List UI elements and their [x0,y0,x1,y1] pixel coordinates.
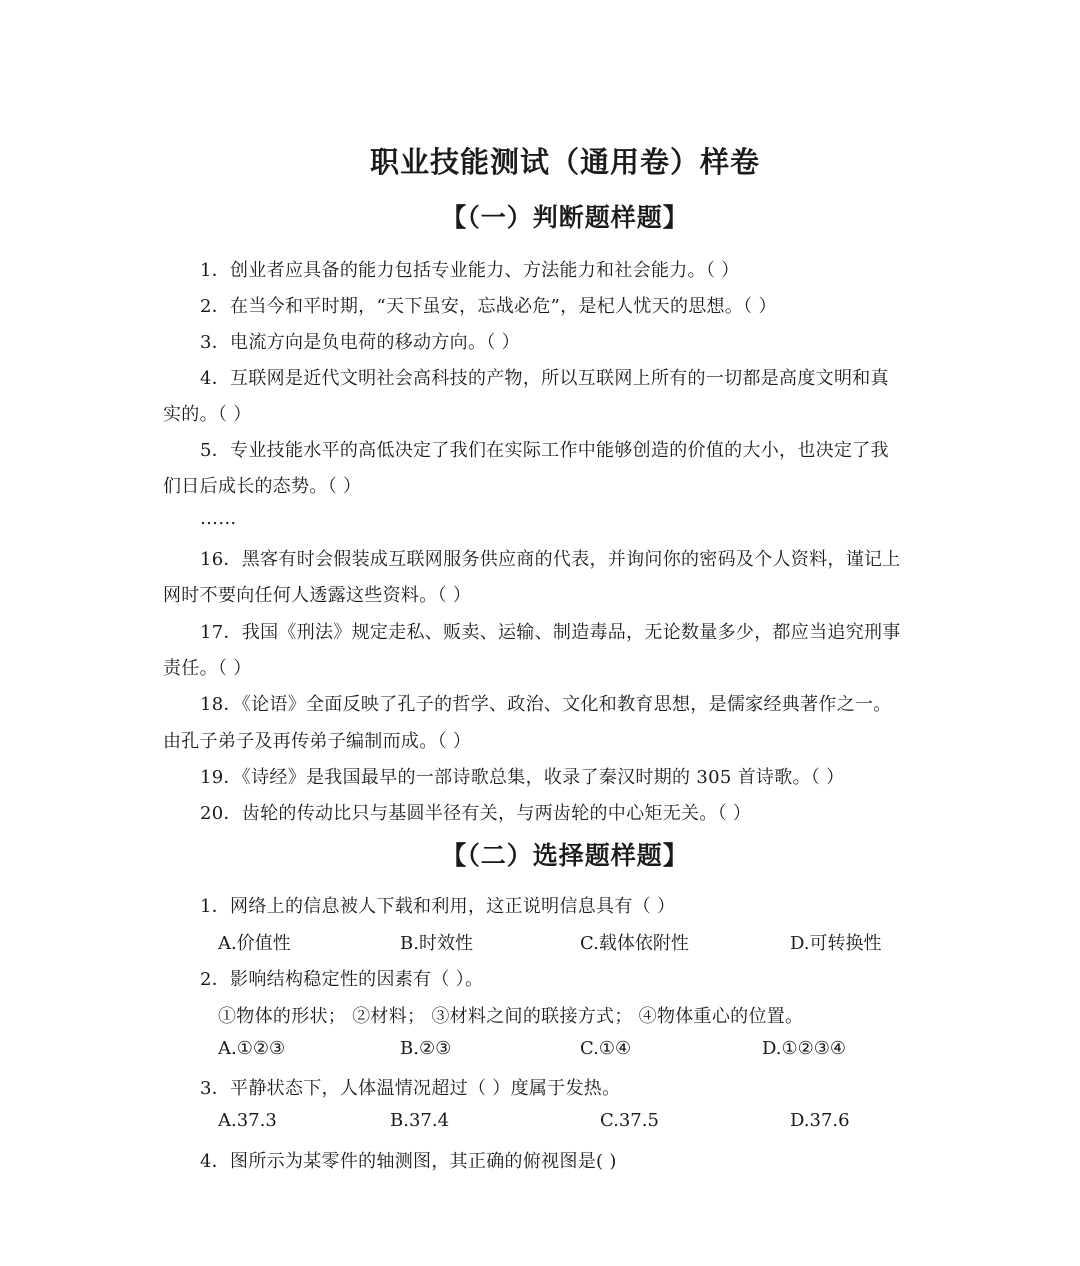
question-line: 责任。（ ） [163,658,252,679]
option-a: A.①②③ [218,1038,286,1059]
factor-list: ①物体的形状； ②材料； ③材料之间的联接方式； ④物体重心的位置。 [218,1006,804,1027]
question-line: 20．齿轮的传动比只与基圆半径有关，与两齿轮的中心矩无关。（ ） [200,803,752,824]
question-line: 由孔子弟子及再传弟子编制而成。（ ） [163,731,472,752]
question-line: 5．专业技能水平的高低决定了我们在实际工作中能够创造的价值的大小，也决定了我 [200,440,889,461]
question-line: 网时不要向任何人透露这些资料。（ ） [163,585,472,606]
question-line: 18．《论语》全面反映了孔子的哲学、政治、文化和教育思想，是儒家经典著作之一。 [200,694,892,715]
question-line: 19．《诗经》是我国最早的一部诗歌总集，收录了秦汉时期的 305 首诗歌。（ ） [200,767,845,788]
question-line: 4．互联网是近代文明社会高科技的产物，所以互联网上所有的一切都是高度文明和真 [200,368,889,389]
ellipsis-line: …… [200,508,237,529]
question-stem: 3．平静状态下，人体温情况超过（ ）度属于发热。 [200,1078,621,1099]
document-title: 职业技能测试（通用卷）样卷 [369,145,760,179]
option-b: B.时效性 [400,933,473,954]
question-line: 3．电流方向是负电荷的移动方向。（ ） [200,332,520,353]
option-b: B.37.4 [390,1110,450,1131]
question-stem: 4．图所示为某零件的轴测图，其正确的俯视图是( ) [200,1151,617,1172]
option-d: D.可转换性 [790,933,882,954]
question-stem: 1．网络上的信息被人下载和利用，这正说明信息具有（ ） [200,896,676,917]
option-c: C.载体依附性 [580,933,689,954]
question-line: 17．我国《刑法》规定走私、贩卖、运输、制造毒品，无论数量多少，都应当追究刑事 [200,622,901,643]
question-line: 2．在当今和平时期，“天下虽安，忘战必危”，是杞人忧天的思想。（ ） [200,296,777,317]
option-c: C.①④ [580,1038,632,1059]
section-heading-true-false: 【（一）判断题样题】 [441,203,689,232]
option-c: C.37.5 [600,1110,659,1131]
question-line: 实的。（ ） [163,404,252,425]
option-a: A.37.3 [218,1110,277,1131]
option-d: D.①②③④ [762,1038,847,1059]
option-a: A.价值性 [218,933,291,954]
option-d: D.37.6 [790,1110,850,1131]
question-stem: 2．影响结构稳定性的因素有（ ）。 [200,969,484,990]
option-b: B.②③ [400,1038,452,1059]
question-line: 16．黑客有时会假装成互联网服务供应商的代表，并询问你的密码及个人资料，谨记上 [200,549,901,570]
section-heading-multiple-choice: 【（二）选择题样题】 [441,841,689,870]
question-line: 1．创业者应具备的能力包括专业能力、方法能力和社会能力。（ ） [200,260,740,281]
question-line: 们日后成长的态势。（ ） [163,476,362,497]
